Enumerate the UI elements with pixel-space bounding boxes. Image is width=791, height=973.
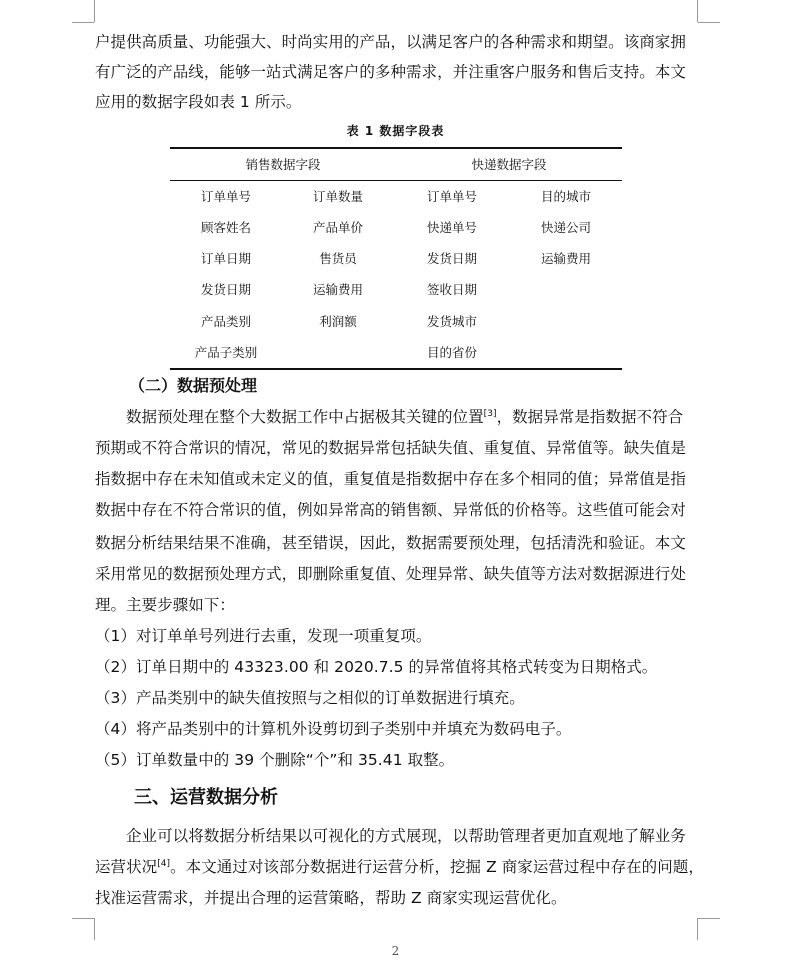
table-cell: 目的城市 [540,189,591,204]
table-cell: 产品单价 [312,220,363,235]
table-cell: 发货日期 [426,251,477,266]
pre-para-line-1 [126,407,683,427]
crop-mark-bottom-left-h [72,918,94,919]
table-header-express: 快递数据字段 [471,157,547,172]
pre-para-line: 采用常见的数据预处理方式，即删除重复值、处理异常、缺失值等方法对数据源进行处 [95,565,686,583]
citation-ref: [4] [157,858,171,869]
table-cell: 目的省份 [426,345,477,360]
table-cell: 产品子类别 [194,345,258,360]
step-item-5: （5）订单数量中的 39 个删除“个”和 35.41 取整。 [95,751,455,769]
intro-line-1: 户提供高质量、功能强大、时尚实用的产品，以满足客户的各种需求和期望。该商家拥 [95,33,686,51]
pre-para-text: 数据预处理在整个大数据工作中占据极其关键的位置 [126,408,484,426]
ops-para-line-1: 企业可以将数据分析结果以可视化的方式展现，以帮助管理者更加直观地了解业务 [126,827,686,845]
pre-para-line: 预期或不符合常识的情况，常见的数据异常包括缺失值、重复值、异常值等。缺失值是 [95,439,686,457]
table-cell: 发货日期 [200,282,251,297]
step-item-3: （3）产品类别中的缺失值按照与之相似的订单数据进行填充。 [95,689,525,707]
ops-para-text: 。本文通过对该部分数据进行运营分析，挖掘 Z 商家运营过程中存在的问题， [170,858,704,876]
ops-para-text: 运营状况 [95,858,158,876]
table-header-sales: 销售数据字段 [245,157,321,172]
pre-para-line: 理。主要步骤如下： [95,596,235,614]
pre-para-line: 指数据中存在未知值或未定义的值，重复值是指数据中存在多个相同的值；异常值是指 [95,470,686,488]
table-cell: 售货员 [319,251,357,266]
table-bottom-rule [170,368,622,370]
crop-mark-bottom-right-h [698,918,720,919]
intro-line-3: 应用的数据字段如表 1 所示。 [95,93,302,111]
table-cell: 快递公司 [540,220,591,235]
table-cell: 签收日期 [426,282,477,297]
table-cell: 发货城市 [426,314,477,329]
ops-para-line-2 [95,857,704,877]
table-cell: 顾客姓名 [200,220,251,235]
intro-line-2: 有广泛的产品线，能够一站式满足客户的多种需求，并注重客户服务和售后支持。本文 [95,63,686,81]
table-cell: 快递单号 [426,220,477,235]
section-heading-preprocessing: （二）数据预处理 [129,376,258,395]
pre-para-text: ，数据异常是指数据不符合 [496,408,684,426]
citation-ref: [3] [483,408,497,419]
table-cell: 订单单号 [426,189,477,204]
table-cell: 运输费用 [312,282,363,297]
pre-para-line: 数据中存在不符合常识的值，例如异常高的销售额、异常低的价格等。这些值可能会对 [95,501,686,519]
table-caption: 表 1 数据字段表 [346,124,445,138]
table-cell: 订单单号 [200,189,251,204]
table-cell: 运输费用 [540,251,591,266]
step-item-2: （2）订单日期中的 43323.00 和 2020.7.5 的异常值将其格式转变为日期格式。 [95,658,658,676]
crop-mark-top-right-v [697,0,698,22]
crop-mark-bottom-left-v [94,918,95,940]
table-cell: 订单日期 [200,251,251,266]
step-item-1: （1）对订单单号列进行去重，发现一项重复项。 [95,627,432,645]
step-item-4: （4）将产品类别中的计算机外设剪切到子类别中并填充为数码电子。 [95,720,572,738]
ops-para-line-3: 找准运营需求，并提出合理的运营策略，帮助 Z 商家实现运营优化。 [95,889,567,907]
page-number: 2 [391,944,400,958]
table-top-rule [170,147,622,149]
table-cell: 订单数量 [312,189,363,204]
table-header-rule [170,180,622,181]
section-heading-operations: 三、运营数据分析 [134,787,278,808]
pre-para-line: 数据分析结果结果不准确，甚至错误，因此，数据需要预处理，包括清洗和验证。本文 [95,534,686,552]
crop-mark-top-left-h [72,22,94,23]
crop-mark-top-left-v [94,0,95,22]
crop-mark-bottom-right-v [697,918,698,940]
table-cell: 产品类别 [200,314,251,329]
table-cell: 利润额 [319,314,357,329]
crop-mark-top-right-h [698,22,720,23]
